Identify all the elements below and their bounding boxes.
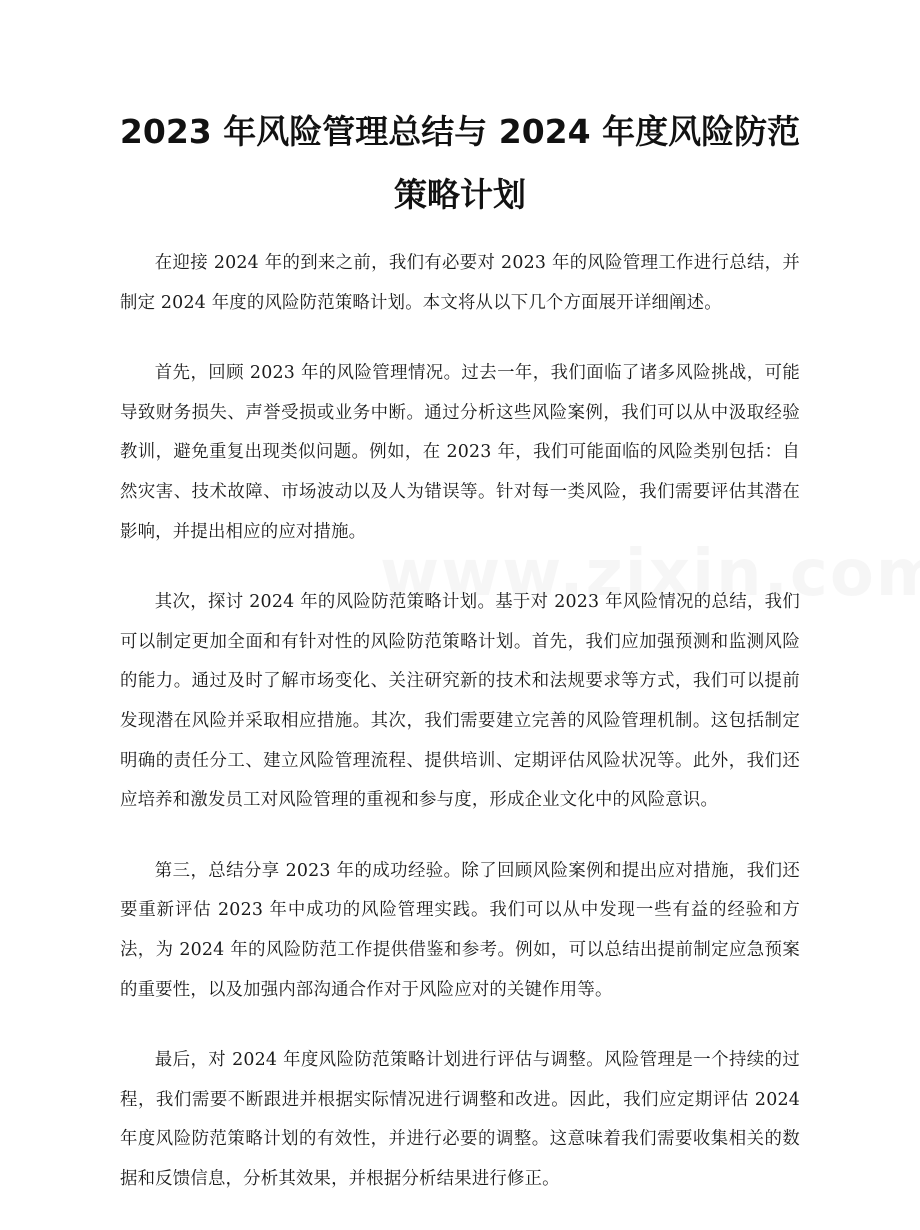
document-body — [120, 244, 800, 1230]
paragraph-evaluation-adjustment: 最后，对 2024 年度风险防范策略计划进行评估与调整。风险管理是一个持续的过程，我们需要不断跟进并根据实际情况进行调整和改进。因此，我们应定期评估 2024 年度风险防范策略计划的有效性，并进行必要的调整。这意味着我们需要收集相关的数据和反馈信息，分析其效果，并根据分析结果进行修正。 — [120, 1050, 800, 1189]
paragraph-strategy-2024: 其次，探讨 2024 年的风险防范策略计划。基于对 2023 年风险情况的总结，我们可以制定更加全面和有针对性的风险防范策略计划。首先，我们应加强预测和监测风险的能力。通过及时了解市场变化、关注研究新的技术和法规要求等方式，我们可以提前发现潜在风险并采取相应措施。其次，我们需要建立完善的风险管理机制。这包括制定明确的责任分工、建立风险管理流程、提供培训、定期评估风险状况等。此外，我们还应培养和激发员工对风险管理的重视和参与度，形成企业文化中的风险意识。 — [120, 592, 800, 811]
document-title-line-2: 策略计划 — [394, 175, 526, 214]
document-title-line-1: 2023 年风险管理总结与 2024 年度风险防范 — [119, 112, 801, 151]
paragraph-review-2023: 首先，回顾 2023 年的风险管理情况。过去一年，我们面临了诸多风险挑战，可能导致财务损失、声誉受损或业务中断。通过分析这些风险案例，我们可以从中汲取经验教训，避免重复出现类似问题。例如，在 2023 年，我们可能面临的风险类别包括：自然灾害、技术故障、市场波动以及人为错误等。针对每一类风险，我们需要评估其潜在影响，并提出相应的应对措施。 — [120, 363, 800, 542]
paragraph-intro: 在迎接 2024 年的到来之前，我们有必要对 2023 年的风险管理工作进行总结，并制定 2024 年度的风险防范策略计划。本文将从以下几个方面展开详细阐述。 — [120, 253, 800, 313]
paragraph-success-experience: 第三，总结分享 2023 年的成功经验。除了回顾风险案例和提出应对措施，我们还要重新评估 2023 年中成功的风险管理实践。我们可以从中发现一些有益的经验和方法，为 2024 年的风险防范工作提供借鉴和参考。例如，可以总结出提前制定应急预案的重要性，以及加强内部沟通合作对于风险应对的关键作用等。 — [120, 860, 800, 1000]
